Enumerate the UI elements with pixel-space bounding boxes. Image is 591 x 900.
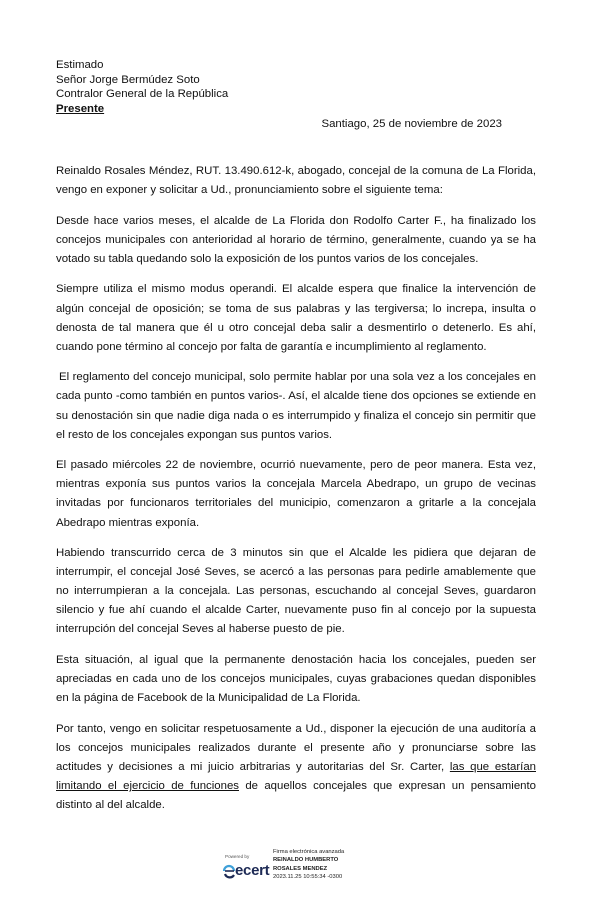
- powered-by-label: Powered by: [225, 854, 250, 859]
- recipient-block: [56, 58, 228, 116]
- signature-details: [273, 848, 344, 881]
- paragraph-3: Siempre utiliza el mismo modus operandi. El alcalde espera que finalice la intervención de algún concejal de oposición; se toma de sus palabras y las tergiversa; lo increpa, insulta o denosta de tal manera que él u otro concejal deba salir a desmentirlo o detenerlo. Es ahí, cuando pone término al concejo por falta de garantía e incumplimiento al reglamento.: [56, 283, 536, 353]
- signature-timestamp: 2023.11.25 10:55:34 -0300: [273, 873, 343, 880]
- place-date: Santiago, 25 de noviembre de 2023: [321, 118, 502, 130]
- signature-type: Firma electrónica avanzada: [273, 849, 345, 855]
- ecert-icon: [222, 861, 236, 881]
- letter-body: [56, 162, 536, 827]
- ecert-logo: [222, 861, 276, 881]
- paragraph-8: [56, 720, 536, 815]
- recipient-name: Señor Jorge Bermúdez Soto: [56, 73, 200, 86]
- paragraph-5: El pasado miércoles 22 de noviembre, ocurrió nuevamente, pero de peor manera. Esta vez, mientras exponía sus puntos varios la concejala Marcela Abedrapo, un grupo de vecinas invitadas por funcionaros territoriales del municipio, comenzaron a gritarle a la concejala Abedrapo mientras exponía.: [56, 459, 536, 529]
- paragraph-7: Esta situación, al igual que la permanente denostación hacia los concejales, pueden ser apreciadas en cada uno de los concejos municipales, cuyas grabaciones quedan disponibles en la página de Facebook de la Municipalidad de La Florida.: [56, 654, 536, 705]
- paragraph-6: Habiendo transcurrido cerca de 3 minutos sin que el Alcalde les pidiera que dejaran de interrumpir, el concejal José Seves, se acercó a las personas para pedirle amablemente que no interrumpieran a la concejala. Las personas, escuchando al concejal Seves, guardaron silencio y fue ahí cuando el alcalde Carter, nuevamente puso fin al concejo por la supuesta interrupción del concejal Seves al haberse puesto de pie.: [56, 547, 536, 636]
- electronic-signature: [222, 846, 382, 890]
- salutation: Estimado: [56, 59, 104, 71]
- signer-name-line1: REINALDO HUMBERTO: [273, 857, 339, 864]
- paragraph-2: Desde hace varios meses, el alcalde de La Florida don Rodolfo Carter F., ha finalizado los concejos municipales con anterioridad al horario de término, generalmente, cuando ya se ha votado su tabla quedando solo la exposición de los puntos varios de los concejales.: [56, 214, 536, 265]
- paragraph-8-start: Por tanto, vengo en solicitar respetuosamente a Ud., disponer la ejecución de una auditoría a los concejos municipales realizados durante el presente año y pronunciarse sobre las actitudes y decisiones a mi juicio arbitrarias y autoritarias del Sr. Carter,: [56, 722, 536, 774]
- paragraph-4: El reglamento del concejo municipal, solo permite hablar por una sola vez a los concejales en cada punto -como también en puntos varios-. Así, el alcalde tiene dos opciones se extiende en su denostación sin que nadie diga nada o es interrumpido y finaliza el concejo sin permitir que el resto de los concejales expongan sus puntos varios.: [56, 371, 536, 441]
- ecert-wordmark: ecert: [235, 862, 270, 879]
- presente-label: Presente: [56, 102, 105, 115]
- signer-name-line2: ROSALES MENDEZ: [273, 865, 328, 872]
- recipient-title: Contralor General de la República: [56, 88, 229, 100]
- paragraph-8-underlined: las que estarían limitando el ejercicio de funciones: [56, 761, 536, 793]
- paragraph-1: Reinaldo Rosales Méndez, RUT. 13.490.612-k, abogado, concejal de la comuna de La Florida, vengo en exponer y solicitar a Ud., pronunciamiento sobre el siguiente tema:: [56, 165, 536, 197]
- paragraph-8-end: de aquellos concejales que expresan un pensamiento distinto al del alcalde.: [56, 780, 536, 812]
